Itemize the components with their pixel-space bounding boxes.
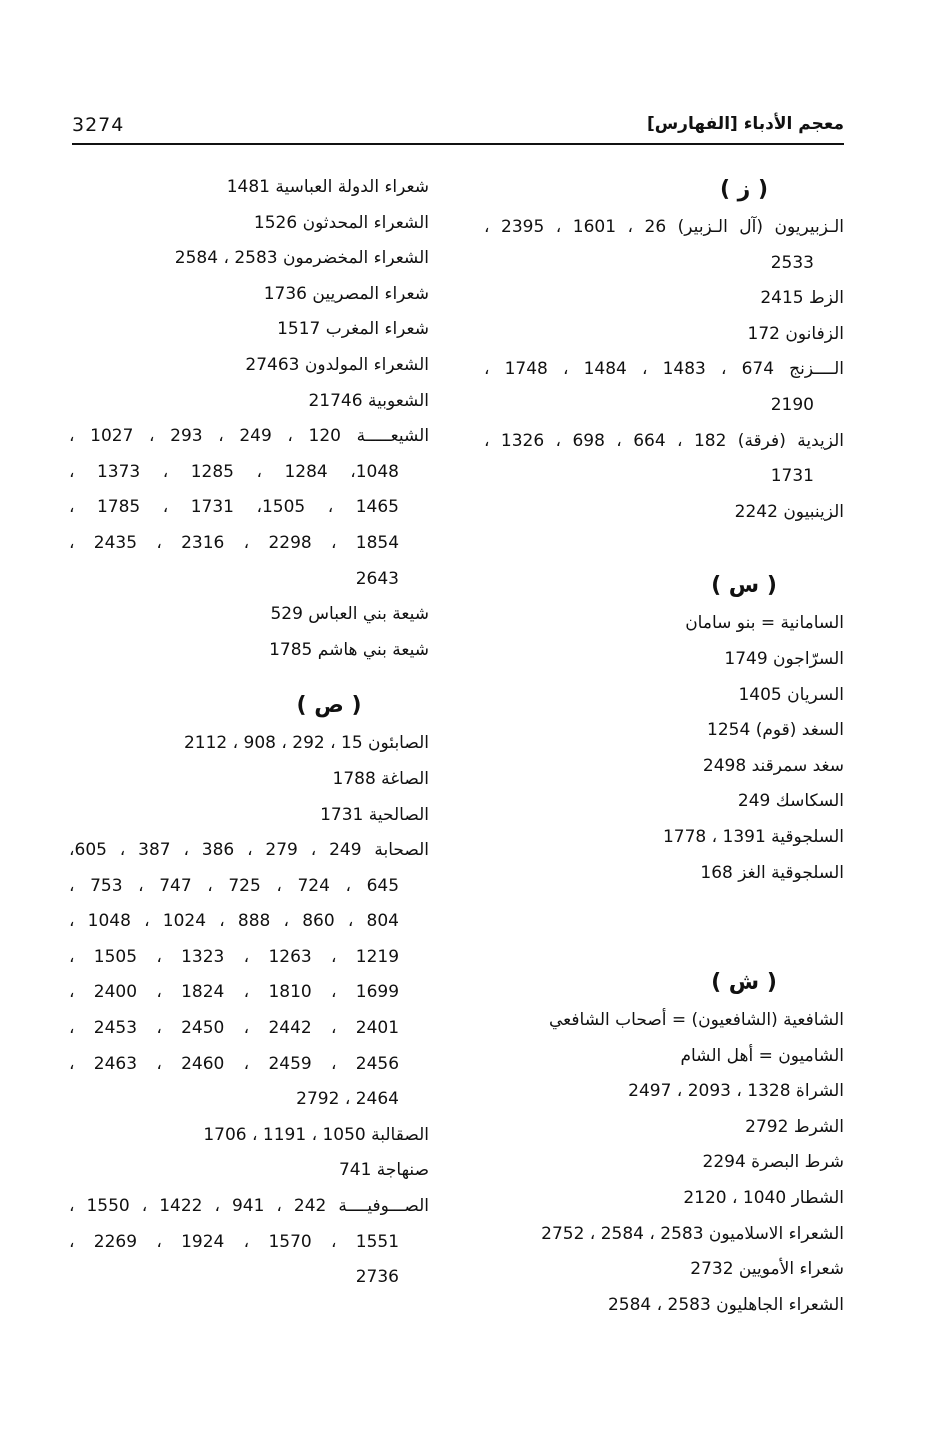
running-title: معجم الأدباء [الفهارس] <box>646 114 844 134</box>
index-entry: الصاغة 1788 <box>332 768 429 789</box>
index-entry: شيعة بني العباس 529 <box>270 604 429 625</box>
index-entry: شعراء المغرب 1517 <box>277 319 429 340</box>
section-gap <box>484 891 844 963</box>
index-entry: شعراء الدولة العباسية 1481 <box>226 177 429 197</box>
index-entry: شعراء الأمويين 2732 <box>690 1259 844 1280</box>
index-entry: الزيدية (فرقة) 182 ، 664 ، 698 ، 1326 ، <box>484 430 845 451</box>
index-entry: السامانية = بنو سامان <box>685 613 844 634</box>
index-entry-continuation: 1699 ، 1810 ، 1824 ، 2400 ، <box>69 982 400 1003</box>
section-letter-sin: ( س ) <box>711 573 777 599</box>
index-entry-continuation: 1854 ، 2298 ، 2316 ، 2435 ، <box>69 532 400 553</box>
index-entry: الــــزنج 674 ، 1483 ، 1484 ، 1748 ، <box>484 359 845 380</box>
section-letter-shin: ( ش ) <box>711 970 777 996</box>
index-entry: شعراء المصريين 1736 <box>263 283 429 304</box>
index-entry: الشاميون = أهل الشام <box>680 1045 844 1066</box>
index-entry: الشافعية (الشافعيون) = أصحاب الشافعي <box>549 1010 844 1031</box>
index-entry-continuation: 1551 ، 1570 ، 1924 ، 2269 ، <box>69 1231 400 1252</box>
index-entry: الشراة 1328 ، 2093 ، 2497 <box>628 1081 844 1102</box>
index-entry: الشعراء الجاهليون 2583 ، 2584 <box>607 1294 844 1315</box>
index-entry: الشعراء المخضرمون 2583 ، 2584 <box>174 248 429 269</box>
index-entry-continuation: 2190 <box>770 394 814 415</box>
index-entry: السغد (قوم) 1254 <box>707 720 844 741</box>
index-column-left <box>69 170 429 1296</box>
index-entry: الزينبيون 2242 <box>734 501 844 522</box>
index-entry: الشعراء المحدثون 1526 <box>253 212 429 233</box>
index-entry: السرّاجون 1749 <box>724 648 844 669</box>
index-entry-continuation: 2464 ، 2792 <box>296 1089 399 1110</box>
index-entry: الزط 2415 <box>760 288 844 309</box>
page-number: 3274 <box>72 114 125 136</box>
index-entry: شيعة بني هاشم 1785 <box>269 639 429 660</box>
header-rule <box>72 143 844 145</box>
index-entry-continuation: 645 ، 724 ، 725 ، 747 ، 753 ، <box>69 875 400 896</box>
index-entry: الشيعـــــة 120 ، 249 ، 293 ، 1027 ، <box>69 426 430 447</box>
section-letter-zay: ( ز ) <box>719 177 769 202</box>
index-entry: الشعراء المولدون 27463 <box>245 354 429 375</box>
index-column-right <box>484 170 844 1323</box>
index-entry: الصالحية 1731 <box>320 804 429 825</box>
index-entry-continuation: 2643 <box>355 568 399 589</box>
index-entry: السريان 1405 <box>738 684 844 705</box>
index-entry: السلجوقية الغز 168 <box>700 862 844 883</box>
index-entry: الشعوبية 21746 <box>308 390 429 411</box>
index-entry-continuation: 1731 <box>770 466 814 487</box>
section-gap <box>69 668 429 686</box>
section-letter-sad: ( ص ) <box>296 693 362 719</box>
index-entry: الشعراء الاسلاميون 2583 ، 2584 ، 2752 <box>541 1223 844 1244</box>
index-entry: الصحابة 249 ، 279 ، 386 ، 387 ، 605، <box>69 840 430 861</box>
index-entry: شرط البصرة 2294 <box>702 1152 844 1173</box>
index-entry: الصـــوفيــــة 242 ، 941 ، 1422 ، 1550 ، <box>69 1196 430 1217</box>
index-entry: الصقالبة 1050 ، 1191 ، 1706 <box>203 1124 429 1145</box>
page-header <box>72 112 844 146</box>
index-entry-continuation: 2456 ، 2459 ، 2460 ، 2463 ، <box>69 1053 400 1074</box>
index-entry-continuation: 2736 <box>355 1267 399 1288</box>
index-entry: صنهاجة 741 <box>338 1160 429 1181</box>
index-entry: السكاسك 249 <box>737 791 844 812</box>
index-entry: السلجوقية 1391 ، 1778 <box>662 826 844 847</box>
index-entry: الـزبيريون (آل الـزبير) 26 ، 1601 ، 2395 ، <box>484 217 845 237</box>
index-entry-continuation: 2401 ، 2442 ، 2450 ، 2453 ، <box>69 1018 400 1039</box>
index-entry-continuation: 1219 ، 1263 ، 1323 ، 1505 ، <box>69 946 400 967</box>
index-entry-continuation: 804 ، 860 ، 888 ، 1024 ، 1048 ، <box>69 911 399 932</box>
index-entry: سغد سمرقند 2498 <box>702 755 844 776</box>
index-entry-continuation: 1465 ، 1505، 1731 ، 1785 ، <box>69 497 399 518</box>
index-entry: الشرط 2792 <box>745 1116 844 1137</box>
index-entry: الزفانون 172 <box>747 323 844 344</box>
index-entry: الشطار 1040 ، 2120 <box>683 1188 844 1209</box>
index-entry-continuation: 2533 <box>770 252 814 273</box>
index-entry-continuation: 1048، 1284 ، 1285 ، 1373 ، <box>69 461 399 482</box>
section-gap <box>484 530 844 566</box>
index-entry: الصابئون 15 ، 292 ، 908 ، 2112 <box>183 733 429 754</box>
